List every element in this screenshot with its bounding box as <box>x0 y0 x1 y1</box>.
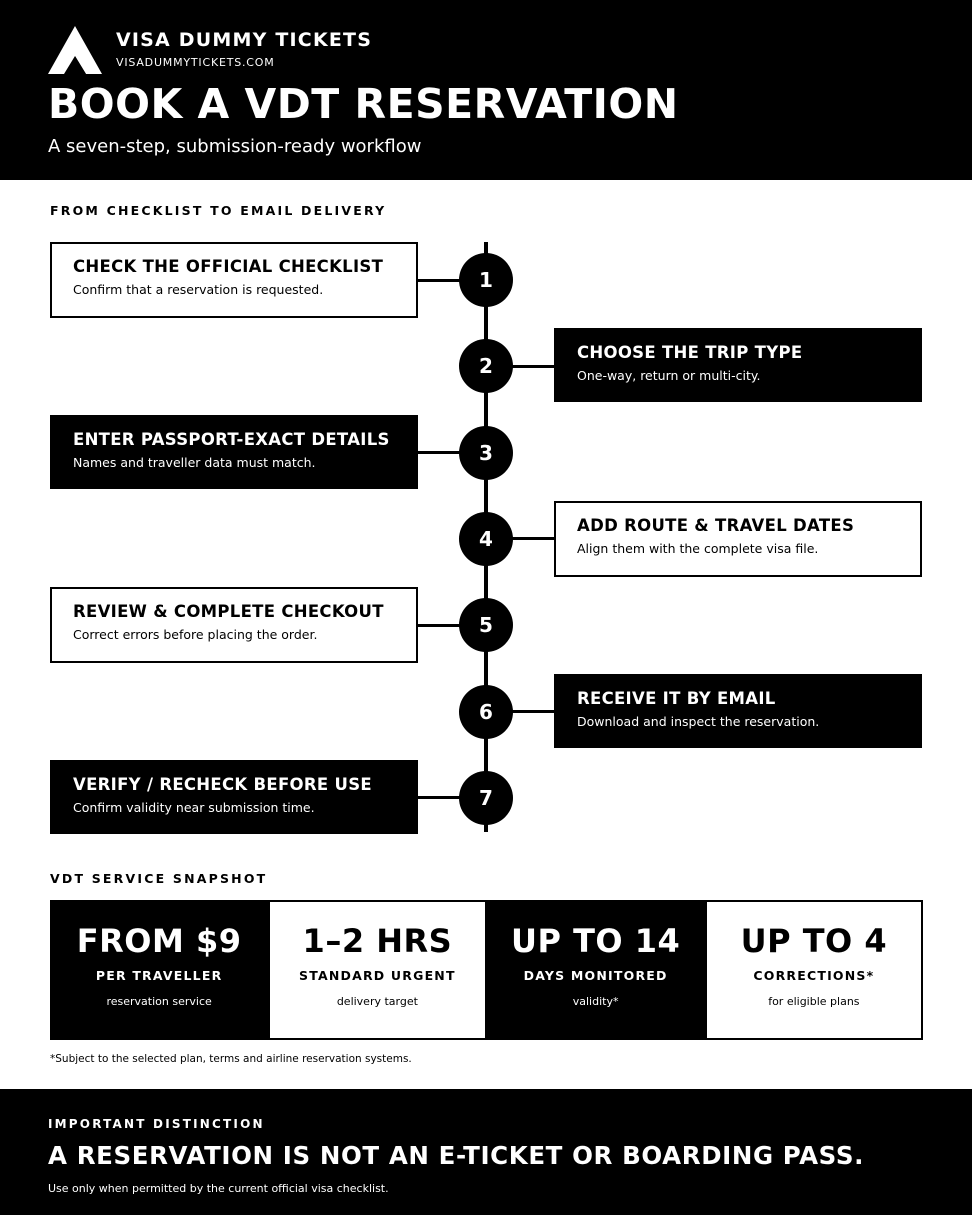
stat-tile <box>487 900 705 1040</box>
stat-note: reservation service <box>106 995 212 1008</box>
step-number-badge: 4 <box>459 512 513 566</box>
step-title: ADD ROUTE & TRAVEL DATES <box>577 515 855 535</box>
page-subtitle: A seven-step, submission-ready workflow <box>48 136 422 157</box>
step-number-badge: 5 <box>459 598 513 652</box>
stat-label: DAYS MONITORED <box>523 968 668 983</box>
stat-value: UP TO 4 <box>740 921 888 960</box>
step-description: Download and inspect the reservation. <box>577 713 820 729</box>
brand-name: VISA DUMMY TICKETS <box>116 29 373 51</box>
step-title: REVIEW & COMPLETE CHECKOUT <box>73 602 384 622</box>
step-title: CHECK THE OFFICIAL CHECKLIST <box>73 257 384 276</box>
stat-value: UP TO 14 <box>510 922 681 960</box>
step-card-3 <box>50 415 418 489</box>
step-title: CHOOSE THE TRIP TYPE <box>577 343 803 363</box>
step-title: VERIFY / RECHECK BEFORE USE <box>73 774 372 794</box>
step-description: Names and traveller data must match. <box>73 454 316 470</box>
step-number-badge: 7 <box>459 771 513 825</box>
step-description: One-way, return or multi-city. <box>577 368 761 384</box>
stat-value: 1–2 HRS <box>302 921 453 960</box>
snapshot-section-label: VDT SERVICE SNAPSHOT <box>50 871 268 886</box>
header <box>0 0 972 180</box>
step-description: Confirm validity near submission time. <box>73 799 315 815</box>
step-title: ENTER PASSPORT-EXACT DETAILS <box>73 429 390 449</box>
stat-tile <box>705 900 923 1040</box>
stat-label: CORRECTIONS* <box>753 967 875 983</box>
footer-banner <box>0 1089 972 1215</box>
page-title: BOOK A VDT RESERVATION <box>48 80 679 128</box>
step-title: RECEIVE IT BY EMAIL <box>577 688 776 708</box>
stat-value: FROM $9 <box>76 922 242 960</box>
step-description: Align them with the complete visa file. <box>577 540 819 556</box>
step-connector <box>506 710 556 713</box>
stat-note: for eligible plans <box>768 994 860 1008</box>
step-number-badge: 6 <box>459 685 513 739</box>
brand-url: VISADUMMYTICKETS.COM <box>116 56 275 69</box>
step-card-2 <box>554 328 922 402</box>
step-description: Correct errors before placing the order. <box>73 627 318 643</box>
stat-note: validity* <box>572 995 619 1008</box>
step-card-1 <box>50 242 418 318</box>
step-connector <box>506 365 556 368</box>
step-card-6 <box>554 674 922 748</box>
step-card-5 <box>50 587 418 663</box>
stat-label: PER TRAVELLER <box>95 968 223 983</box>
workflow-section-label: FROM CHECKLIST TO EMAIL DELIVERY <box>50 203 387 218</box>
step-card-4 <box>554 501 922 577</box>
stat-tile <box>268 900 486 1040</box>
snapshot-footnote: *Subject to the selected plan, terms and airline reservation systems. <box>50 1053 412 1065</box>
stat-tile <box>50 900 268 1040</box>
footer-note: Use only when permitted by the current official visa checklist. <box>48 1182 389 1195</box>
footer-label: IMPORTANT DISTINCTION <box>48 1117 265 1131</box>
step-number-badge: 1 <box>459 253 513 307</box>
stat-note: delivery target <box>336 994 418 1008</box>
mountain-a-logo-icon <box>48 26 102 74</box>
service-snapshot <box>50 900 923 1040</box>
step-number-badge: 2 <box>459 339 513 393</box>
step-connector <box>506 537 556 540</box>
step-number-badge: 3 <box>459 426 513 480</box>
step-card-7 <box>50 760 418 834</box>
footer-headline: A RESERVATION IS NOT AN E-TICKET OR BOARDING PASS. <box>48 1141 864 1170</box>
stat-label: STANDARD URGENT <box>299 967 456 983</box>
step-description: Confirm that a reservation is requested. <box>73 282 324 297</box>
